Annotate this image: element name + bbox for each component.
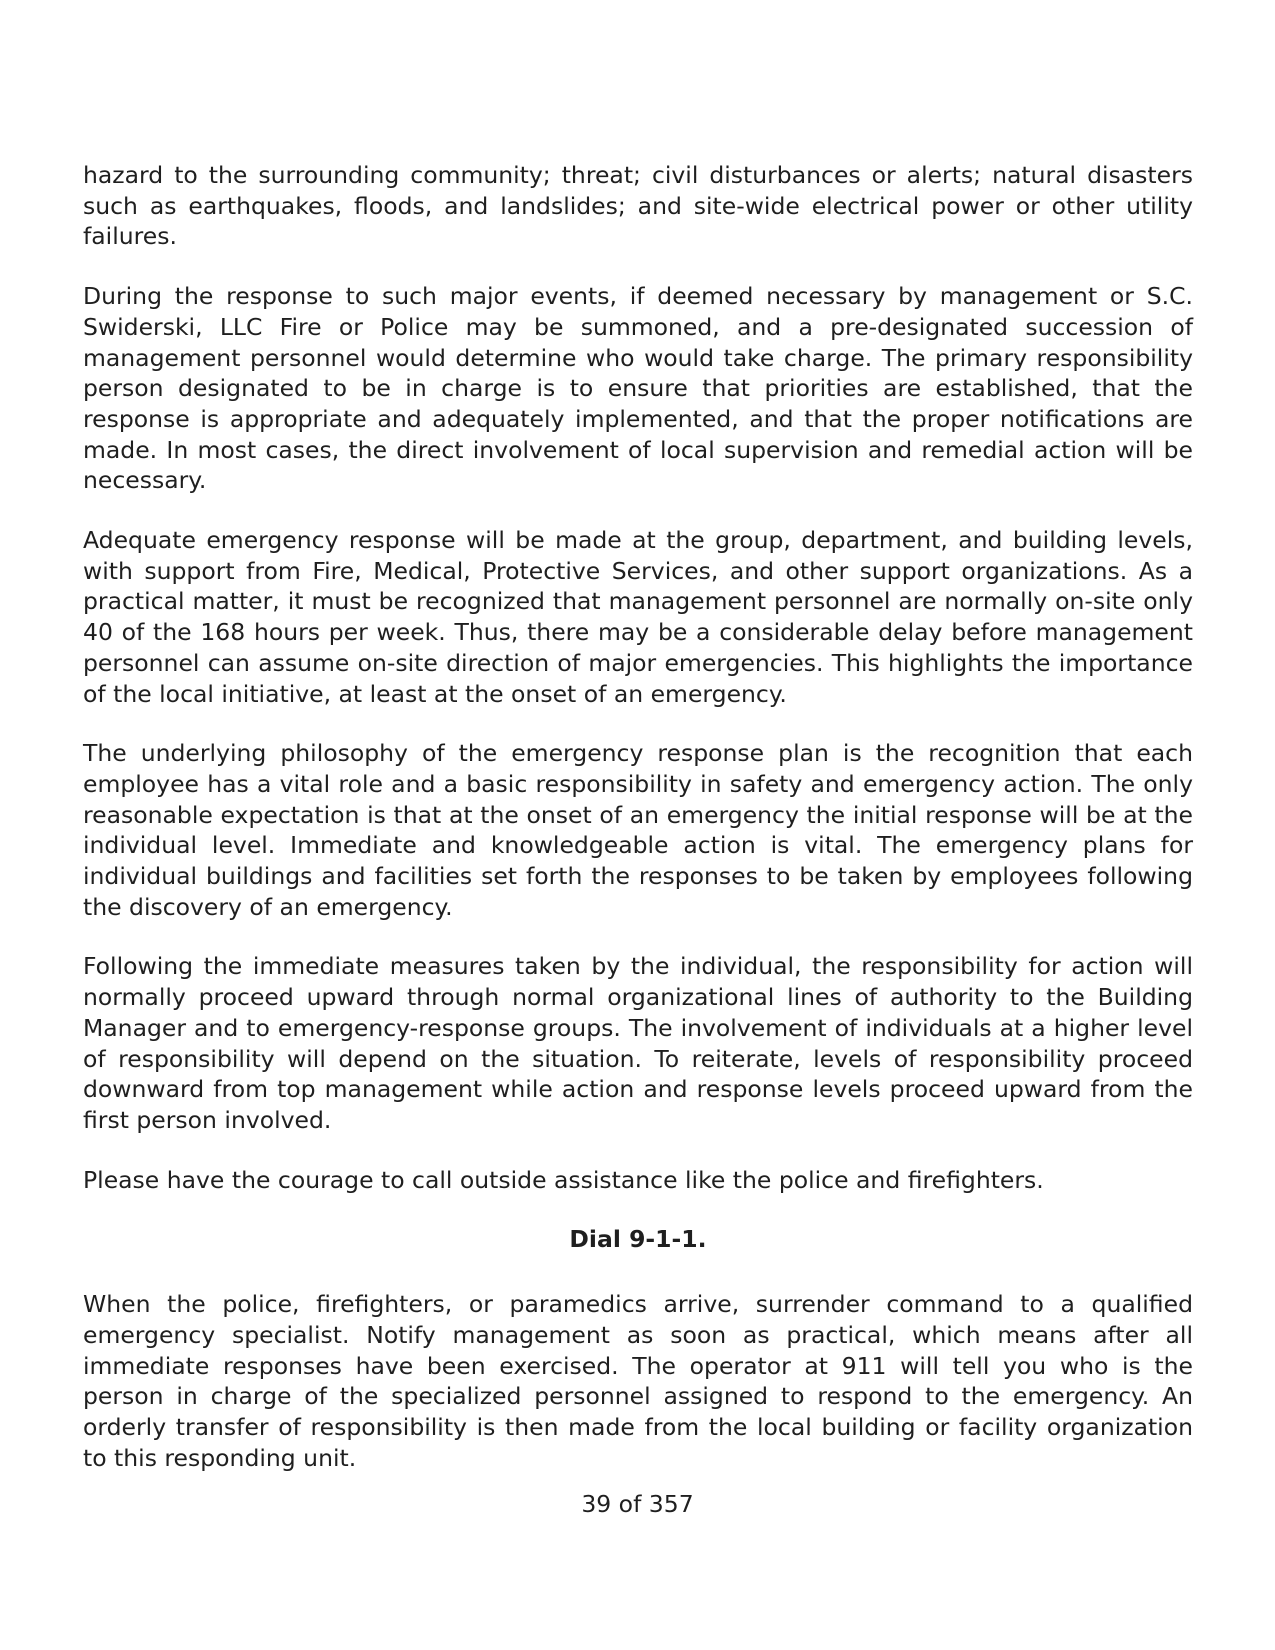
paragraph-philosophy: The underlying philosophy of the emergency response plan is the recognition that each employee has a vital role and a basic responsibility in safety and emergency action. The only reasonable expectation is that at the onset of an emergency the initial response will be at the individual level. Immediate and knowledgeable action is vital. The emergency plans for individual buildings and facilities set forth the responses to be taken by employees following the discovery of an emergency. <box>83 739 1193 921</box>
paragraph-outside-assistance: Please have the courage to call outside assistance like the police and firefighters. <box>83 1165 1044 1194</box>
page-number: 39 of 357 <box>581 1490 694 1518</box>
dial-911-callout: Dial 9-1-1. <box>569 1225 707 1254</box>
paragraph-surrender-command: When the police, firefighters, or paramedics arrive, surrender command to a qualified emergency specialist. Notify management as soon as practical, which means after all immediate responses have been exercised. The operator at 911 will tell you who is the person in charge of the specialized personnel assigned to respond to the emergency. An orderly transfer of responsibility is then made from the local building or facility organization to this responding unit. <box>83 1290 1193 1472</box>
paragraph-major-events: During the response to such major events, if deemed necessary by management or S.C. Swiderski, LLC Fire or Police may be summoned, and a pre-designated succession of management personnel would determine who would take charge. The primary responsibility person designated to be in charge is to ensure that priorities are established, that the response is appropriate and adequately implemented, and that the proper notifications are made. In most cases, the direct involvement of local supervision and remedial action will be necessary. <box>83 282 1193 495</box>
document-page <box>83 160 1193 1502</box>
paragraph-hazards: hazard to the surrounding community; threat; civil disturbances or alerts; natural disasters such as earthquakes, floods, and landslides; and site-wide electrical power or other utility failures. <box>83 161 1193 251</box>
paragraph-adequate-response: Adequate emergency response will be made at the group, department, and building levels, with support from Fire, Medical, Protective Services, and other support organizations. As a practical matter, it must be recognized that management personnel are normally on-site only 40 of the 168 hours per week. Thus, there may be a considerable delay before management personnel can assume on-site direction of major emergencies. This highlights the importance of the local initiative, at least at the onset of an emergency. <box>83 526 1193 708</box>
paragraph-responsibility-flow: Following the immediate measures taken by the individual, the responsibility for action will normally proceed upward through normal organizational lines of authority to the Building Manager and to emergency-response groups. The involvement of individuals at a higher level of responsibility will depend on the situation. To reiterate, levels of responsibility proceed downward from top management while action and response levels proceed upward from the first person involved. <box>83 952 1193 1134</box>
